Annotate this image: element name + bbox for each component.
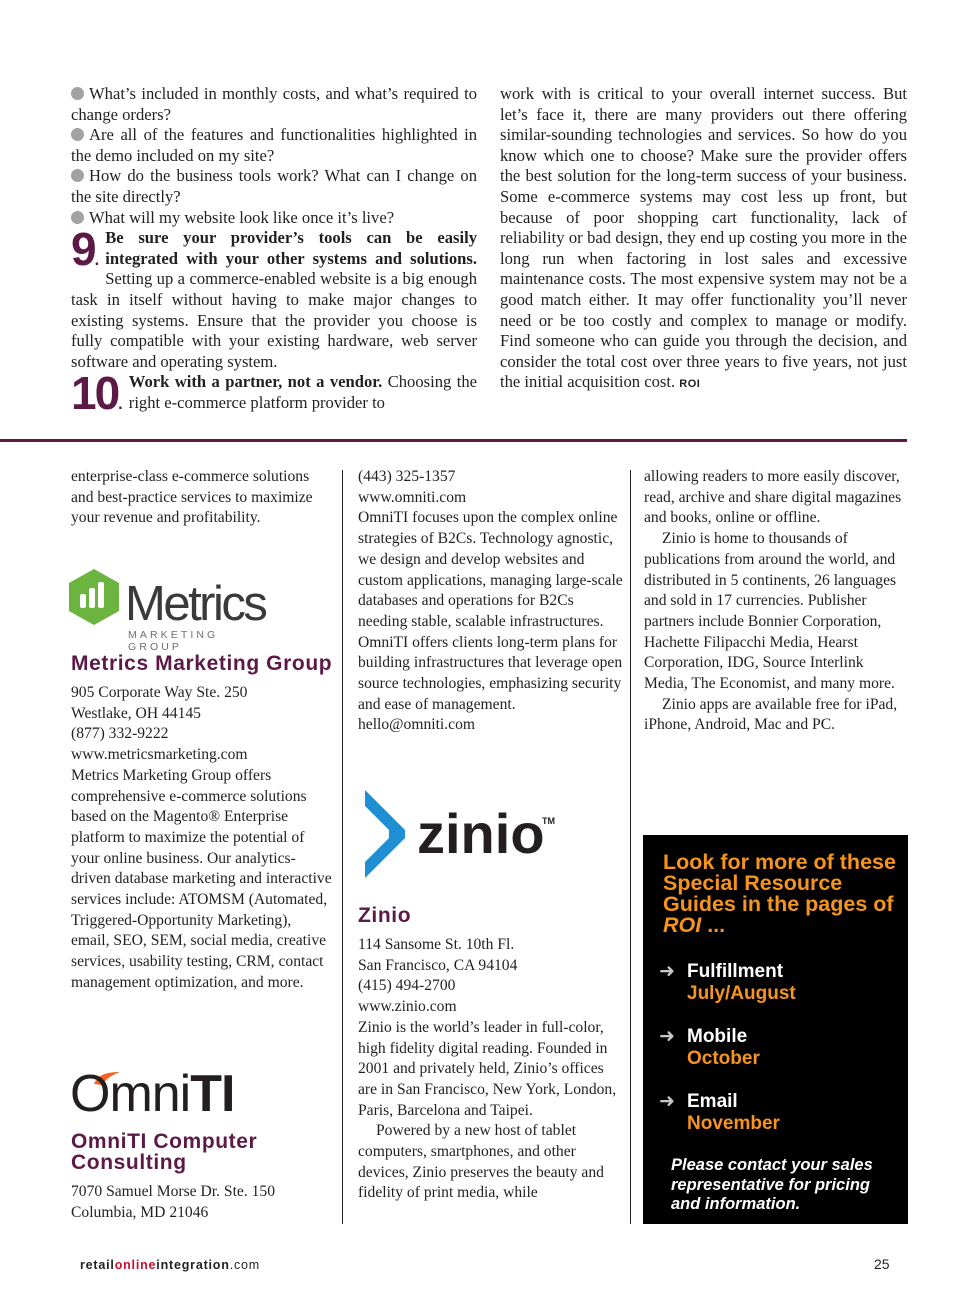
company-description: Metrics Marketing Group offers comprehensive e-commerce solutions based on the Magento® Enterprise platform to maximize the potential of your online business. Our analytics-driven database marketing and interactive services include: ATOMSM (Automated, Triggered-Opportunity Marketing), email, SEO, SEM, social media, creative services, usability testing, CRM, contact management optimization, and more. [71,766,332,991]
address-line: Westlake, OH 44145 [71,704,201,722]
website-link[interactable]: www.omniti.com [358,488,467,506]
ad-topic: Email [687,1091,738,1112]
website-link[interactable]: www.zinio.com [358,998,457,1016]
omniti-entry [71,1131,333,1223]
address-line: 905 Corporate Way Ste. 250 [71,684,248,701]
ad-item-fulfillment [659,961,887,1005]
section-divider [0,439,907,442]
ad-month: July/August [687,983,796,1004]
ad-month: November [687,1113,780,1134]
phone: (443) 325-1357 [358,468,456,485]
column-3 [644,467,908,736]
zinio-logo [359,786,569,886]
arrow-right-icon: ➜ [659,1091,675,1112]
ad-item-email [659,1091,887,1135]
address-line: San Francisco, CA 94104 [358,956,518,974]
ad-topic: Mobile [687,1026,748,1047]
company-description: Powered by a new host of tablet computers, smartphones, and other devices, Zinio preserves the beauty and fidelity of print media, while [358,1122,604,1202]
ad-month: October [687,1048,760,1069]
column-divider [342,470,343,1224]
end-mark: ROI [679,378,701,391]
metrics-hexagon-icon [67,568,121,626]
zinio-logo-word: zinio [417,802,545,865]
paragraph: Zinio apps are available free for iPad, iPhone, Android, Mac and PC. [644,695,898,734]
paragraph: allowing readers to more easily discover, read, archive and share digital magazines and books, online or offline. [644,468,902,527]
zinio-mark-icon [359,786,411,882]
tip-body: Setting up a commerce-enabled website is a big enough task in itself without having to make major changes to existing systems. Ensure that the provider you choose is fully compatible with your existing hardware, web server software and operating system. [71,269,477,371]
zinio-entry [358,905,624,1204]
metrics-logo-word: Metrics [125,577,266,631]
column-divider [630,470,631,1224]
top-right-column [500,84,907,395]
bullet-item: Are all of the features and functionalities highlighted in the demo included on my site? [71,125,477,165]
phone: (877) 332-9222 [71,725,169,743]
column-2 [358,467,624,736]
column-1 [71,467,333,529]
tip-10 [71,367,477,420]
bullet-dot-icon [71,211,84,224]
bullet-dot-icon [71,87,84,100]
intro-text: enterprise-class e-commerce solutions and best-practice services to maximize your revenue and profitability. [71,468,313,527]
tip-9 [71,223,477,372]
ad-topic: Fulfillment [687,961,784,982]
bullet-item: What will my website look like once it’s live? [71,208,477,229]
top-left-column [71,84,477,423]
metrics-entry [71,653,333,994]
bullet-item: How do the business tools work? What can I change on the site directly? [71,166,477,206]
company-name: OmniTI Computer Consulting [71,1130,258,1174]
metrics-logo [67,568,277,653]
article-text: work with is critical to your overall internet success. But let’s face it, there are many providers out there offering similar-sounding technologies and services. So how do you know which one to choose? Make sure the provider offers the best solution for the long-term success of your business. Some e-commerce systems may cost less up front, but because of poor shopping cart functionality, lack of reliability or bad design, they end up costing you more in the long run when factoring in lost sales and excessive maintenance costs. The most expensive system may not be a good match either. It may offer functionality you’ll never need or be too costly and complex to manage or modify. Find someone who can guide you through the decision, and consider the total cost over three years to five years, not just the initial acquisition cost. [500,84,907,392]
arrow-right-icon: ➜ [659,1026,675,1047]
paragraph: Zinio is home to thousands of publications from around the world, and distributed in 5 continents, 26 languages and sold in 17 currencies. Publisher partners include Bonnier Corporation, Hachette Filipacchi Media, Hearst Corporation, IDG, Source Interlink Media, The Economist, and many more. [644,530,897,693]
ad-headline: Look for more of these Special Resource Guides in the pages of ROI ... [663,850,896,937]
website-link[interactable]: www.metricsmarketing.com [71,746,248,764]
trademark: TM [542,816,555,826]
page-number: 25 [874,1256,890,1272]
company-name: Zinio [358,904,412,927]
bullet-dot-icon [71,169,84,182]
footer-website[interactable]: retailonlineintegration.com [80,1258,260,1272]
ad-footer: Please contact your sales representative for pricing and information. [671,1156,873,1213]
metrics-logo-subtitle: MARKETING GROUP [128,629,219,653]
resource-guides-ad [643,835,908,1224]
ad-item-mobile [659,1026,887,1070]
company-description: Zinio is the world’s leader in full-color, high fidelity digital reading. Founded in 2001 and privately held, Zinio’s offices are in San Francisco, New York, London, Paris, Barcelona and Taipei. [358,1018,617,1119]
tip-number: 9. [71,223,100,276]
tip-body: Choosing the right e-commerce platform provider to [128,372,477,412]
address-line: Columbia, MD 21046 [71,1203,209,1221]
address-line: 7070 Samuel Morse Dr. Ste. 150 [71,1183,276,1200]
tip-heading: Work with a partner, not a vendor. [128,372,383,392]
omniti-logo-word: OmniTI [70,1065,235,1123]
address-line: 114 Sansome St. 10th Fl. [358,936,515,953]
tip-heading: Be sure your provider’s tools can be easily integrated with your other systems and solutions. [105,228,477,268]
bullet-item: What’s included in monthly costs, and what’s required to change orders? [71,84,477,124]
company-name: Metrics Marketing Group [71,652,333,675]
omniti-logo [70,1066,270,1126]
bullet-dot-icon [71,128,84,141]
phone: (415) 494-2700 [358,977,456,995]
arrow-right-icon: ➜ [659,961,675,982]
tip-number: 10. [71,367,123,420]
company-description: OmniTI focuses upon the complex online strategies of B2Cs. Technology agnostic, we design and develop websites and custom applications, managing large-scale databases and operations for B2Cs needing stable, scalable infrastructures. OmniTI offers clients long-term plans for building infrastructures that leverage open source technologies, emphasizing security and ease of management. hello@omniti.com [358,509,623,734]
